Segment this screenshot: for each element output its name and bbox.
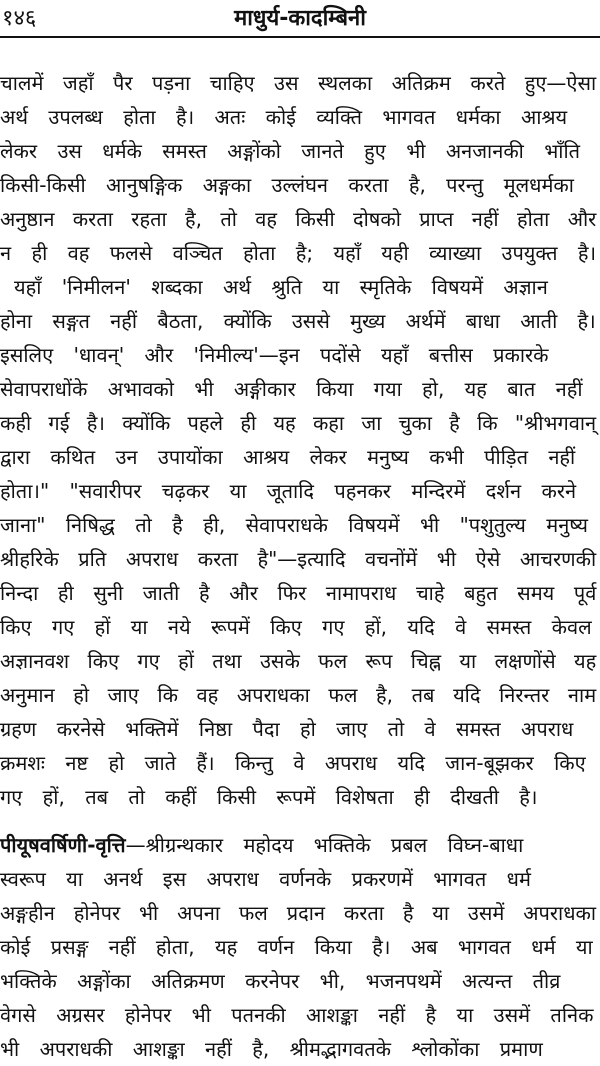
header-rule	[0, 36, 600, 38]
commentary-line: अङ्गहीन होनेपर भी अपना फल प्रदान करता है या उसमें अपराधका	[0, 901, 597, 925]
text-line: अनुमान हो जाए कि वह अपराधका फल है, तब यदि निरन्तर नाम	[0, 683, 597, 707]
commentary-line: वेगसे अग्रसर होनेपर भी पतनकी आशङ्का नहीं है या उसमें तनिक	[0, 1003, 594, 1027]
running-title: माधुर्य-कादम्बिनी	[234, 6, 366, 31]
text-line: ग्रहण करनेसे भक्तिमें निष्ठा पैदा हो जाए तो वे समस्त अपराध	[0, 717, 574, 741]
text-line: इसलिए 'धावन्' और 'निमील्य'—इन पदोंसे यहाँ बत्तीस प्रकारके	[0, 343, 549, 367]
text-line: होता।" "सवारीपर चढ़कर या जूतादि पहनकर मन्दिरमें दर्शन करने	[0, 479, 577, 503]
commentary-line: भक्तिके अङ्गोंका अतिक्रमण करनेपर भी, भजनपथमें अत्यन्त तीव्र	[0, 969, 561, 993]
text-line: क्रमशः नष्ट हो जाते हैं। किन्तु वे अपराध यदि जान-बूझकर किए	[0, 751, 586, 775]
text-line: सेवापराधोंके अभावको भी अङ्गीकार किया गया हो, यह बात नहीं	[0, 377, 583, 401]
commentary-line: कोई प्रसङ्ग नहीं होता, यह वर्णन किया है। अब भागवत धर्म या	[0, 935, 593, 959]
page-header	[0, 0, 600, 40]
commentary-heading: पीयूषवर्षिणी-वृत्ति	[0, 833, 126, 857]
text-line: यहाँ 'निमीलन' शब्दका अर्थ श्रुति या स्मृतिके विषयमें अज्ञान	[14, 275, 548, 299]
text-line: श्रीहरिके प्रति अपराध करता है"—इत्यादि वचनोंमें भी ऐसे आचरणकी	[0, 547, 597, 571]
commentary-line: भी अपराधकी आशङ्का नहीं है, श्रीमद्भागवतके श्लोकोंका प्रमाण	[0, 1037, 543, 1061]
commentary-first-line	[0, 828, 596, 862]
text-line: अनुष्ठान करता रहता है, तो वह किसी दोषको प्राप्त नहीं होता और	[0, 207, 597, 231]
text-line: द्वारा कथित उन उपायोंका आश्रय लेकर मनुष्य कभी पीड़ित नहीं	[0, 445, 576, 469]
text-line: निन्दा ही सुनी जाती है और फिर नामापराध चाहे बहुत समय पूर्व	[0, 581, 597, 605]
text-line: न ही वह फलसे वञ्चित होता है; यहाँ यही व्याख्या उपयुक्त है।	[0, 241, 597, 265]
text-line: गए हों, तब तो कहीं किसी रूपमें विशेषता ही दीखती है।	[0, 785, 538, 809]
text-line: कही गई है। क्योंकि पहले ही यह कहा जा चुका है कि "श्रीभगवान्	[0, 411, 597, 435]
page-number: १४६	[2, 6, 37, 31]
text-line: होना सङ्गत नहीं बैठता, क्योंकि उससे मुख्य अर्थमें बाधा आती है।	[0, 309, 596, 333]
text-line: अर्थ उपलब्ध होता है। अतः कोई व्यक्ति भागवत धर्मका आश्रय	[0, 105, 568, 129]
text-line: किसी-किसी आनुषङ्गिक अङ्गका उल्लंघन करता है, परन्तु मूलधर्मका	[0, 173, 574, 197]
commentary-line: स्वरूप या अनर्थ इस अपराध वर्णनके प्रकरणमें भागवत धर्म	[0, 867, 531, 891]
commentary-first-line-text: —श्रीग्रन्थकार महोदय भक्तिके प्रबल विघ्न-बाधा	[125, 833, 524, 857]
text-line: चालमें जहाँ पैर पड़ना चाहिए उस स्थलका अतिक्रम करते हुए—ऐसा	[0, 71, 597, 95]
text-line: अज्ञानवश किए गए हों तथा उसके फल रूप चिह्न या लक्षणोंसे यह	[0, 649, 597, 673]
text-line: जाना" निषिद्ध तो है ही, सेवापराधके विषयमें भी "पशुतुल्य मनुष्य	[0, 513, 588, 537]
text-line: लेकर उस धर्मके समस्त अङ्गोंको जानते हुए भी अनजानकी भाँति	[0, 139, 581, 163]
text-line: किए गए हों या नये रूपमें किए गए हों, यदि वे समस्त केवल	[0, 615, 592, 639]
